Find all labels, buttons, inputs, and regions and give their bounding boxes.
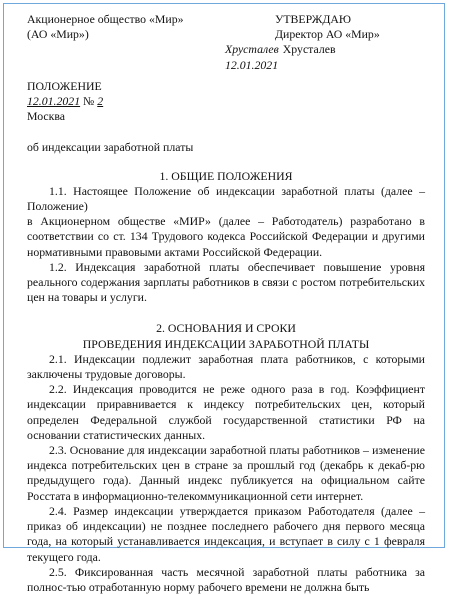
section-2-p2: 2.2. Индексация проводится не реже одного раза в год. Коэффициент индексации приравнивается к индексу потребительских цен, который определен Федеральной службой государственной статистики РФ на основании статистических данных. — [27, 382, 425, 442]
header-row-1 — [27, 12, 425, 27]
section-2-title-line-2: ПРОВЕДЕНИЯ ИНДЕКСАЦИИ ЗАРАБОТНОЙ ПЛАТЫ — [82, 336, 370, 351]
doc-no-label: № — [83, 94, 95, 109]
document-frame — [3, 3, 445, 594]
section-1-p2: 1.2. Индексация заработной платы обеспечивает повышение уровня реального содержания зарплаты работников в связи с ростом потребительских цен на товары и услуги. — [27, 259, 425, 305]
approver-title: Директор АО «Мир» — [275, 27, 380, 42]
doc-number: 2 — [97, 94, 104, 109]
approver-signature: Хрусталев — [225, 42, 279, 57]
header-row-4 — [27, 58, 425, 73]
document-body — [27, 12, 425, 595]
section-2-p5: 2.5. Фиксированная часть месячной заработной платы работника за полнос-тью отработанную норму рабочего времени не должна быть — [27, 564, 425, 594]
section-2-p1: 2.1. Индексации подлежит заработная плата работников, с которыми заключены трудовые договоры. — [27, 351, 425, 382]
section-2-p4: 2.4. Размер индексации утверждается приказом Работодателя (далее – приказ об индексации) не позднее последнего рабочего дня первого месяца года, на который устанавливается индексация, и вступает в силу с 1 февраля текущего года. — [27, 503, 425, 564]
doc-date-number — [27, 94, 425, 109]
org-name: Акционерное общество «Мир» — [27, 12, 184, 26]
header-row-3 — [27, 42, 425, 57]
section-1-p1-first: 1.1. Настоящее Положение об индексации заработной платы (далее – Положение) — [27, 183, 425, 214]
doc-type: ПОЛОЖЕНИЕ — [27, 78, 102, 93]
doc-subject: об индексации заработной платы — [27, 140, 194, 155]
approve-date: 12.01.2021 — [225, 57, 279, 72]
approver-sign-line — [225, 42, 425, 57]
doc-city: Москва — [27, 109, 66, 124]
section-1-title: 1. ОБЩИЕ ПОЛОЖЕНИЯ — [159, 168, 293, 183]
section-2-p3: 2.3. Основание для индексации заработной платы работников – изменение индекса потребительских цен в стране за прошлый год (декабрь к декаб-рю предыдущего года). Данный индекс публикуется на официальном сайте Росстата в информационно-телекоммуникационной сети интернет. — [27, 443, 425, 503]
approver-name: Хрусталев — [282, 42, 336, 57]
doc-date: 12.01.2021 — [27, 94, 81, 109]
section-2-title-line-1: 2. ОСНОВАНИЯ И СРОКИ — [156, 321, 296, 336]
header-row-2 — [27, 27, 425, 42]
approve-word: УТВЕРЖДАЮ — [275, 12, 352, 26]
org-short: (АО «Мир») — [27, 27, 89, 42]
section-1-p1-rest: в Акционерном обществе «МИР» (далее – Работодатель) разработано в соответствии со ст. 134 Трудового кодекса Российской Федерации и другими нормативными правовыми актами Российской Федерации. — [27, 214, 425, 259]
